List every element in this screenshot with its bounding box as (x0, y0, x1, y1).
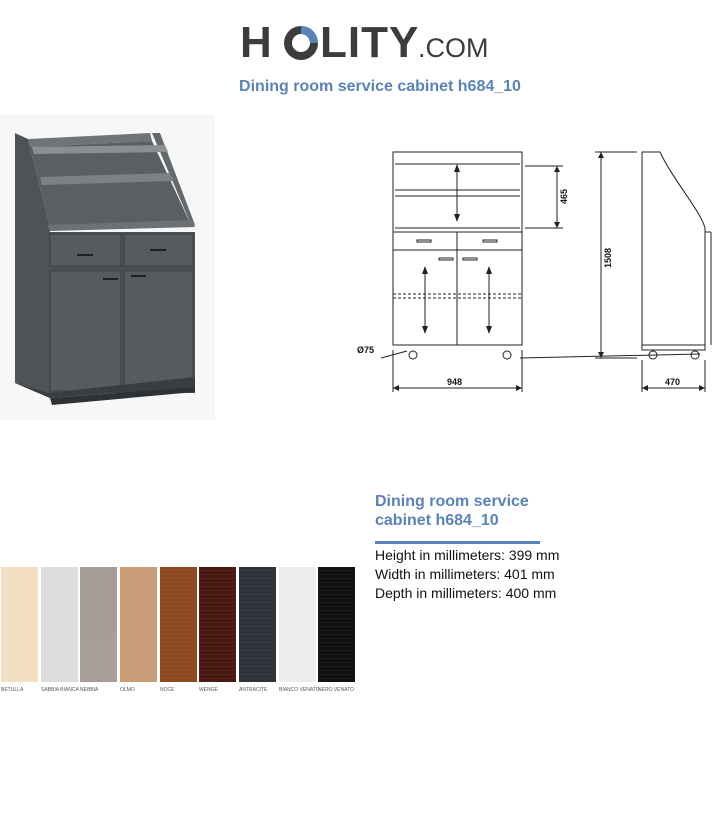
dimension-wheel: Ø75 (357, 345, 375, 355)
swatch-label: WENGÈ (199, 687, 218, 693)
swatch-label: BIANCO VENATO (279, 687, 320, 693)
swatch-label: SABBIA BIANCA (41, 687, 79, 693)
swatch-label: NEBBIA (80, 687, 99, 693)
spec-depth: Depth in millimeters: 400 mm (375, 585, 557, 601)
dimension-depth: 470 (665, 377, 681, 387)
swatch-betulla[interactable] (1, 567, 38, 682)
swatch-label: OLMO (120, 687, 135, 693)
swatch-label: NERO VENATO (318, 687, 354, 693)
logo-text-h: H (240, 18, 273, 67)
swatch-label: NOCE (160, 687, 175, 693)
logo-text-lity: LITY (320, 18, 420, 67)
swatch-nebbia[interactable] (80, 567, 117, 682)
swatch-wenge[interactable] (199, 567, 236, 682)
spec-width: Width in millimeters: 401 mm (375, 566, 555, 582)
title-divider (375, 541, 540, 544)
swatch-label: ANTRACITE (239, 687, 268, 693)
logo-text-com: .COM (418, 33, 489, 63)
swatch-antracite[interactable] (239, 567, 276, 682)
swatch-bianco-venato[interactable] (279, 567, 316, 682)
product-specs (375, 546, 559, 603)
swatch-label: BETULLA (1, 687, 24, 693)
swatch-sabbia-bianca[interactable] (41, 567, 78, 682)
logo-o-icon (282, 24, 320, 62)
technical-drawing (355, 140, 720, 400)
product-title: Dining room service cabinet h684_10 (375, 493, 529, 529)
color-swatches (0, 567, 360, 697)
swatch-noce[interactable] (160, 567, 197, 682)
swatch-nero-venato[interactable] (318, 567, 355, 682)
holity-logo[interactable] (240, 18, 490, 68)
swatch-olmo[interactable] (120, 567, 157, 682)
dimension-total-height: 1508 (603, 247, 613, 268)
product-photo (0, 115, 215, 420)
dimension-width: 948 (447, 377, 463, 387)
dimension-upper-height: 465 (559, 188, 569, 204)
spec-height: Height in millimeters: 399 mm (375, 547, 560, 563)
page-title: Dining room service cabinet h684_10 (239, 78, 521, 95)
